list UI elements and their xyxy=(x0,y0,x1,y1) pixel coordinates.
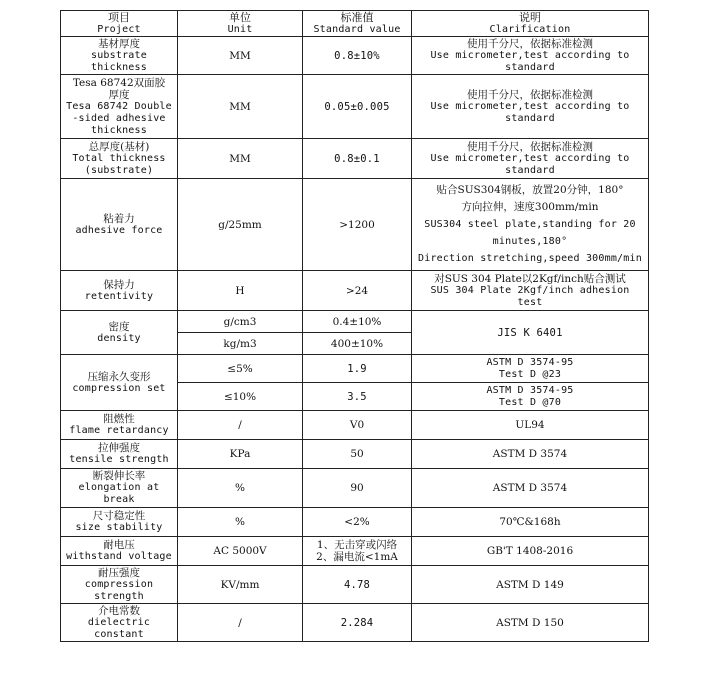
row-name: 耐电压 withstand voltage xyxy=(61,537,178,566)
row-value: 0.4±10% xyxy=(303,311,412,333)
row-unit: / xyxy=(177,604,302,642)
row-value: 1.9 xyxy=(303,355,412,383)
row-name: 粘着力 adhesive force xyxy=(61,179,178,271)
row-value: 3.5 xyxy=(303,383,412,411)
row-value: 0.8±10% xyxy=(303,37,412,75)
row-unit: / xyxy=(177,411,302,440)
row-note: 对SUS 304 Plate以2Kgf/inch贴合测试 SUS 304 Plate 2Kgf/inch adhesion test xyxy=(411,271,648,311)
row-unit: g/25mm xyxy=(177,179,302,271)
row-value: 1、无击穿或闪络 2、漏电流<1mA xyxy=(303,537,412,566)
table-row xyxy=(61,355,649,383)
row-value: 50 xyxy=(303,440,412,469)
row-value: V0 xyxy=(303,411,412,440)
row-note: ASTM D 3574-95 Test D @70 xyxy=(411,383,648,411)
table-row xyxy=(61,37,649,75)
header-standard: 标准值 Standard value xyxy=(303,11,412,37)
row-value: 0.8±0.1 xyxy=(303,139,412,179)
row-unit: % xyxy=(177,469,302,508)
row-unit: g/cm3 xyxy=(177,311,302,333)
table-row xyxy=(61,604,649,642)
row-note: 使用千分尺，依据标准检测 Use micrometer,test according to standard xyxy=(411,139,648,179)
row-unit: KV/mm xyxy=(177,566,302,604)
table-row xyxy=(61,411,649,440)
row-note: 70℃&168h xyxy=(411,508,648,537)
table-row xyxy=(61,179,649,271)
table-row xyxy=(61,508,649,537)
row-note: 贴合SUS304钢板，放置20分钟，180° 方向拉伸，速度300mm/min SUS304 steel plate,standing for 20 minutes,180° Direction stretching,speed 300mm/min xyxy=(411,179,648,271)
row-value: 0.05±0.005 xyxy=(303,75,412,139)
table-row xyxy=(61,75,649,139)
row-note: GB'T 1408-2016 xyxy=(411,537,648,566)
row-name: 阻燃性 flame retardancy xyxy=(61,411,178,440)
row-name: 密度 density xyxy=(61,311,178,355)
row-note: JIS K 6401 xyxy=(411,311,648,355)
row-unit: % xyxy=(177,508,302,537)
row-unit: AC 5000V xyxy=(177,537,302,566)
table-row xyxy=(61,311,649,333)
row-value: 90 xyxy=(303,469,412,508)
row-note: UL94 xyxy=(411,411,648,440)
table-row xyxy=(61,440,649,469)
row-name: 压缩永久变形 compression set xyxy=(61,355,178,411)
spec-table xyxy=(60,10,649,642)
row-unit: KPa xyxy=(177,440,302,469)
row-note: ASTM D 150 xyxy=(411,604,648,642)
table-row xyxy=(61,566,649,604)
row-unit: MM xyxy=(177,75,302,139)
row-name: 拉伸强度 tensile strength xyxy=(61,440,178,469)
row-name: 总厚度(基材) Total thickness (substrate) xyxy=(61,139,178,179)
row-value: >24 xyxy=(303,271,412,311)
row-unit: kg/m3 xyxy=(177,333,302,355)
row-value: 4.78 xyxy=(303,566,412,604)
row-value: >1200 xyxy=(303,179,412,271)
header-project: 项目 Project xyxy=(61,11,178,37)
header-unit: 单位 Unit xyxy=(177,11,302,37)
row-note: ASTM D 3574-95 Test D @23 xyxy=(411,355,648,383)
table-row xyxy=(61,469,649,508)
row-note: ASTM D 149 xyxy=(411,566,648,604)
row-name: 基材厚度 substrate thickness xyxy=(61,37,178,75)
row-unit: H xyxy=(177,271,302,311)
row-name: 断裂伸长率 elongation at break xyxy=(61,469,178,508)
row-unit: MM xyxy=(177,139,302,179)
row-value: 400±10% xyxy=(303,333,412,355)
table-row xyxy=(61,271,649,311)
row-note: 使用千分尺，依据标准检测 Use micrometer,test according to standard xyxy=(411,37,648,75)
row-value: <2% xyxy=(303,508,412,537)
row-note: 使用千分尺，依据标准检测 Use micrometer,test according to standard xyxy=(411,75,648,139)
row-unit: ≤5% xyxy=(177,355,302,383)
row-name: 保持力 retentivity xyxy=(61,271,178,311)
row-name: 耐压强度 compression strength xyxy=(61,566,178,604)
row-unit: MM xyxy=(177,37,302,75)
row-name: Tesa 68742双面胶 厚度 Tesa 68742 Double -sided adhesive thickness xyxy=(61,75,178,139)
row-note: ASTM D 3574 xyxy=(411,469,648,508)
row-name: 介电常数 dielectric constant xyxy=(61,604,178,642)
table-row xyxy=(61,139,649,179)
header-row xyxy=(61,11,649,37)
table-row xyxy=(61,537,649,566)
row-value: 2.284 xyxy=(303,604,412,642)
row-note: ASTM D 3574 xyxy=(411,440,648,469)
row-name: 尺寸稳定性 size stability xyxy=(61,508,178,537)
row-unit: ≤10% xyxy=(177,383,302,411)
header-clarification: 说明 Clarification xyxy=(411,11,648,37)
